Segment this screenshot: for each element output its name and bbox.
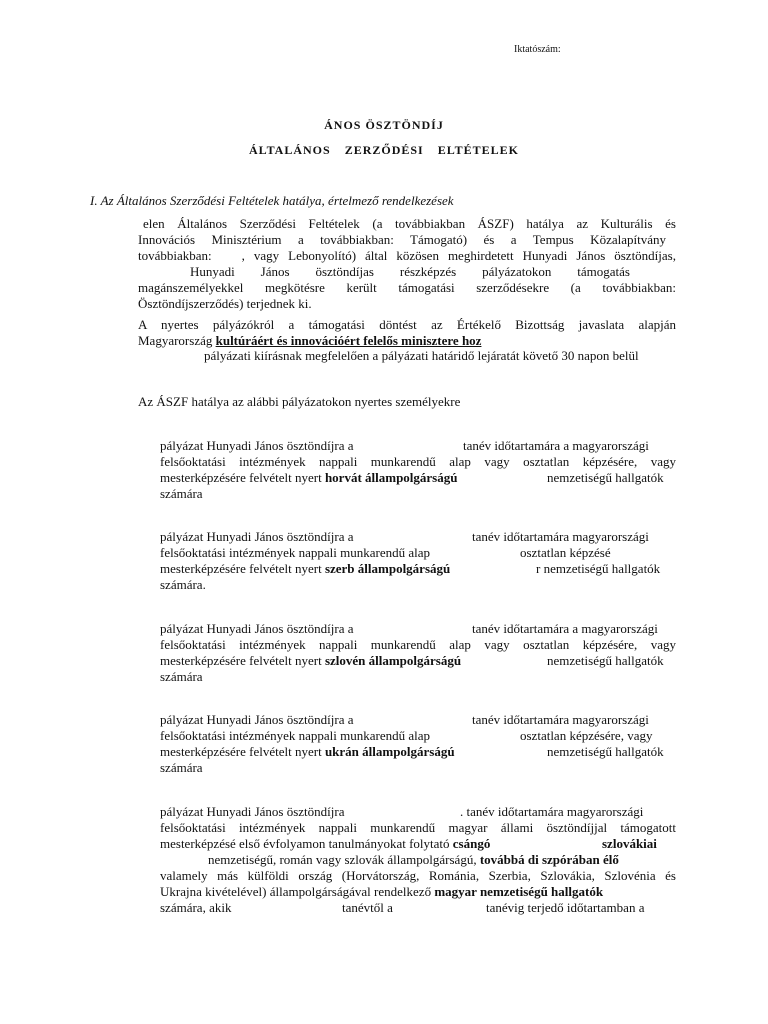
item-line [160,653,461,668]
document-subtitle: ÁLTALÁNOS ZERZŐDÉSI ELTÉTELEK [249,143,519,157]
paragraph-line: Ösztöndíjszerződés) terjednek ki. [138,296,312,311]
section-heading: I. Az Általános Szerződési Feltételek hatálya, értelmező rendelkezések [90,193,454,208]
nationality-text: horvát állampolgárságú [324,470,458,485]
item-text: Ukrajna kivételével) állampolgárságával rendelkező [160,884,432,899]
paragraph-line [138,333,503,348]
item-line: . tanév időtartamára magyarországi [460,804,644,819]
item-line [160,744,455,759]
nationality-text: magyar nemzetiségű hallgatók [434,884,604,899]
item-line [160,836,490,851]
csango-text: csángó [452,836,491,851]
item-line: nemzetiségű hallgatók [547,744,664,759]
paragraph-text: , vagy Lebonyolító) által közösen meghirdetett Hunyadi János ösztöndíjas, [241,248,676,263]
paragraph-text: Magyarország [138,333,213,348]
item-line: felsőoktatási intézmények nappali munkarendű magyar állami ösztöndíjjal támogatott [160,820,676,835]
item-line: pályázat Hunyadi János ösztöndíjra a [160,621,354,636]
item-text: nemzetiségű, román vagy szlovák állampolgárságú, [208,852,477,867]
document-title: ÁNOS ÖSZTÖNDÍJ [324,118,444,132]
item-line: számára. [160,577,206,592]
item-line: nemzetiségű hallgatók [547,470,664,485]
item-line: felsőoktatási intézmények nappali munkarendű alap vagy osztatlan képzésére, vagy [160,637,676,652]
item-line: számára [160,669,203,684]
item-line: számára [160,486,203,501]
item-line: szlovákiai [602,836,657,851]
item-line: tanév időtartamára magyarországi [472,712,649,727]
scope-intro: Az ÁSZF hatálya az alábbi pályázatokon nyertes személyekre [138,394,461,409]
item-line: nemzetiségű hallgatók [547,653,664,668]
item-line [160,561,450,576]
item-line: tanév időtartamára magyarországi [472,529,649,544]
item-line [160,884,603,899]
item-line: tanévtől a [342,900,393,915]
item-line: számára [160,760,203,775]
item-line: pályázat Hunyadi János ösztöndíjra a [160,438,354,453]
item-text: mesterképzésé első évfolyamon tanulmányokat folytató [160,836,450,851]
item-line: osztatlan képzésé [520,545,611,560]
item-line: felsőoktatási intézmények nappali munkarendű alap [160,545,431,560]
paragraph-line: Innovációs Minisztérium a továbbiakban: Támogató) és a Tempus Közalapítvány [138,232,666,247]
item-line: tanévig terjedő időtartamban a [486,900,645,915]
paragraph-line [138,248,676,263]
paragraph-line: A nyertes pályázókról a támogatási döntést az Értékelő Bizottság javaslata alapján [138,317,676,332]
item-line [208,852,619,867]
paragraph-text: továbbiakban: [138,248,212,263]
item-line: r nemzetiségű hallgatók [536,561,661,576]
item-text: mesterképzésére felvételt nyert [160,653,322,668]
item-line: pályázat Hunyadi János ösztöndíjra a [160,529,354,544]
item-line: tanév időtartamára a magyarországi [463,438,649,453]
registration-number-label: Iktatószám: [514,44,561,55]
item-line: pályázat Hunyadi János ösztöndíjra [160,804,345,819]
item-line: felsőoktatási intézmények nappali munkarendű alap [160,728,431,743]
item-line: valamely más külföldi ország (Horvátország, Románia, Szerbia, Szlovákia, Szlovénia és [160,868,676,883]
diaspora-text: továbbá di szpórában élő [479,852,619,867]
item-line: osztatlan képzésére, vagy [520,728,653,743]
item-line: pályázat Hunyadi János ösztöndíjra a [160,712,354,727]
nationality-text: ukrán állampolgárságú [324,744,455,759]
paragraph-line: elen Általános Szerződési Feltételek (a továbbiakban ÁSZF) hatálya az Kulturális és [143,216,676,231]
item-text: mesterképzésére felvételt nyert [160,744,322,759]
item-line: tanév időtartamára a magyarországi [472,621,658,636]
nationality-text: szerb állampolgárságú [324,561,451,576]
nationality-text: szlovén állampolgárságú [324,653,462,668]
item-line [160,470,457,485]
item-line: felsőoktatási intézmények nappali munkarendű alap vagy osztatlan képzésére, vagy [160,454,676,469]
item-text: mesterképzésére felvételt nyert [160,470,322,485]
item-line: számára, akik [160,900,232,915]
paragraph-line: pályázati kiírásnak megfelelően a pályázati határidő lejáratát követő 30 napon belül [204,348,639,363]
item-text: mesterképzésére felvételt nyert [160,561,322,576]
minister-text: kultúráért és innovációért felelős minisztere hoz [215,333,482,348]
paragraph-line: Hunyadi János ösztöndíjas részképzés pályázatokon támogatás [190,264,630,279]
paragraph-line: magánszemélyekkel megkötésre került támogatási szerződésekre (a továbbiakban: [138,280,676,295]
